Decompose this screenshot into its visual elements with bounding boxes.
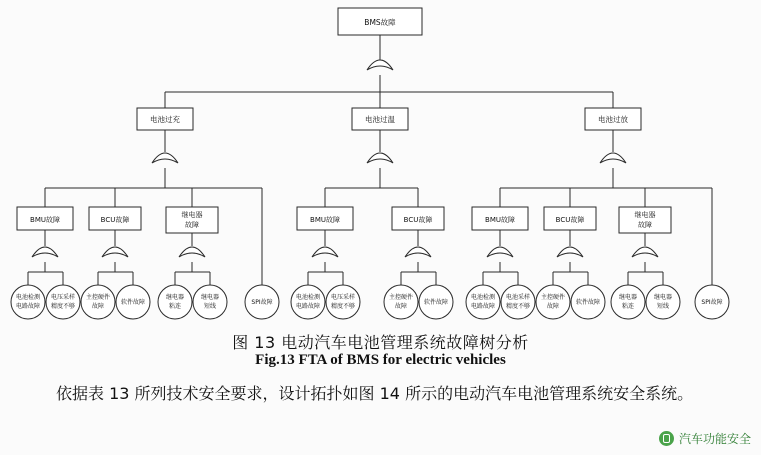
svg-text:精度不够: 精度不够 — [330, 303, 356, 310]
leaf-e4 — [116, 285, 150, 319]
node-b1 — [297, 207, 353, 230]
node-level2-b — [352, 108, 408, 130]
watermark-label: 汽车功能安全 — [678, 432, 751, 446]
node-label: BCU故障 — [403, 216, 433, 224]
svg-text:短线: 短线 — [203, 303, 217, 310]
node-label: 电池过放 — [598, 115, 628, 124]
node-label-line1: 继电器 — [634, 211, 656, 219]
leaf-e12 — [466, 285, 500, 319]
node-level2-c — [585, 108, 641, 130]
svg-text:粘连: 粘连 — [621, 303, 635, 310]
or-gate-c1 — [487, 247, 513, 257]
leaf-label: 软件故障 — [423, 299, 449, 306]
body-paragraph: 依据表 13 所列技术安全要求，设计拓扑如图 14 所示的电动汽车电池管理系统安全系统。 — [56, 384, 694, 403]
leaf-e11 — [419, 285, 453, 319]
node-label: BCU故障 — [555, 216, 585, 224]
leaf-e18 — [695, 285, 729, 319]
or-gate-b2 — [405, 247, 431, 257]
or-gate-level2-a — [152, 153, 178, 163]
svg-text:电路故障: 电路故障 — [15, 303, 41, 310]
leaf-label: SPI故障 — [251, 299, 273, 306]
node-a1 — [17, 207, 73, 230]
node-label: BMS故障 — [364, 18, 396, 27]
or-gate-c3 — [632, 247, 658, 257]
svg-text:精度不够: 精度不够 — [50, 303, 76, 310]
node-c1 — [472, 207, 528, 230]
leaf-e5 — [158, 285, 192, 319]
node-b2 — [392, 207, 444, 230]
or-gate-level2-c — [600, 153, 626, 163]
leaf-e8 — [291, 285, 325, 319]
svg-text:电压采样: 电压采样 — [330, 294, 356, 301]
leaf-e17 — [646, 285, 680, 319]
leaf-e13 — [501, 285, 535, 319]
or-gate-b1 — [312, 247, 338, 257]
node-level2-a — [137, 108, 193, 130]
leaf-e14 — [536, 285, 570, 319]
svg-text:电池检测: 电池检测 — [295, 294, 321, 301]
watermark — [659, 430, 751, 447]
node-label: BMU故障 — [30, 216, 60, 224]
node-c3 — [619, 207, 671, 233]
or-gate-top — [367, 60, 393, 70]
or-gate-a2 — [102, 247, 128, 257]
leaf-e6 — [193, 285, 227, 319]
node-label: BMU故障 — [310, 216, 340, 224]
svg-text:电池检测: 电池检测 — [15, 294, 41, 301]
leaf-e3 — [81, 285, 115, 319]
leaf-label: 软件故障 — [575, 299, 601, 306]
svg-text:电路故障: 电路故障 — [470, 303, 496, 310]
svg-text:继电器: 继电器 — [165, 294, 185, 301]
shield-icon — [659, 431, 674, 446]
leaf-e15 — [571, 285, 605, 319]
or-gate-c2 — [557, 247, 583, 257]
leaf-e2 — [46, 285, 80, 319]
svg-text:继电器: 继电器 — [653, 294, 673, 301]
svg-text:短线: 短线 — [656, 303, 670, 310]
svg-text:主控硬件: 主控硬件 — [540, 294, 566, 301]
leaf-e10 — [384, 285, 418, 319]
node-label-line2: 故障 — [185, 221, 199, 229]
node-c2 — [544, 207, 596, 230]
svg-text:故障: 故障 — [91, 303, 105, 310]
node-label: 电池过温 — [365, 115, 395, 124]
node-label-line1: 继电器 — [181, 211, 203, 219]
svg-text:故障: 故障 — [394, 303, 408, 310]
svg-text:继电器: 继电器 — [618, 294, 638, 301]
node-a3 — [166, 207, 218, 233]
node-a2 — [89, 207, 141, 230]
svg-text:电池采样: 电池采样 — [505, 294, 531, 301]
svg-text:主控硬件: 主控硬件 — [388, 294, 414, 301]
svg-text:故障: 故障 — [546, 303, 560, 310]
leaf-label: SPI故障 — [701, 299, 723, 306]
leaf-e7 — [245, 285, 279, 319]
leaf-e16 — [611, 285, 645, 319]
svg-text:主控硬件: 主控硬件 — [85, 294, 111, 301]
node-label-line2: 故障 — [638, 221, 652, 229]
figure-caption-cn: 图 13 电动汽车电池管理系统故障树分析 — [232, 333, 529, 352]
node-label: 电池过充 — [150, 115, 180, 124]
svg-text:电池检测: 电池检测 — [470, 294, 496, 301]
leaf-label: 软件故障 — [120, 299, 146, 306]
svg-text:电路故障: 电路故障 — [295, 303, 321, 310]
or-gate-a1 — [32, 247, 58, 257]
figure-caption-en: Fig.13 FTA of BMS for electric vehicles — [255, 352, 506, 368]
or-gate-a3 — [179, 247, 205, 257]
svg-text:继电器: 继电器 — [200, 294, 220, 301]
node-label: BCU故障 — [100, 216, 130, 224]
node-label: BMU故障 — [485, 216, 515, 224]
leaf-e9 — [326, 285, 360, 319]
svg-text:电压采样: 电压采样 — [50, 294, 76, 301]
node-top-event — [338, 8, 422, 35]
svg-text:粘连: 粘连 — [168, 303, 182, 310]
leaf-e1 — [11, 285, 45, 319]
or-gate-level2-b — [367, 153, 393, 163]
svg-text:精度不够: 精度不够 — [505, 303, 531, 310]
